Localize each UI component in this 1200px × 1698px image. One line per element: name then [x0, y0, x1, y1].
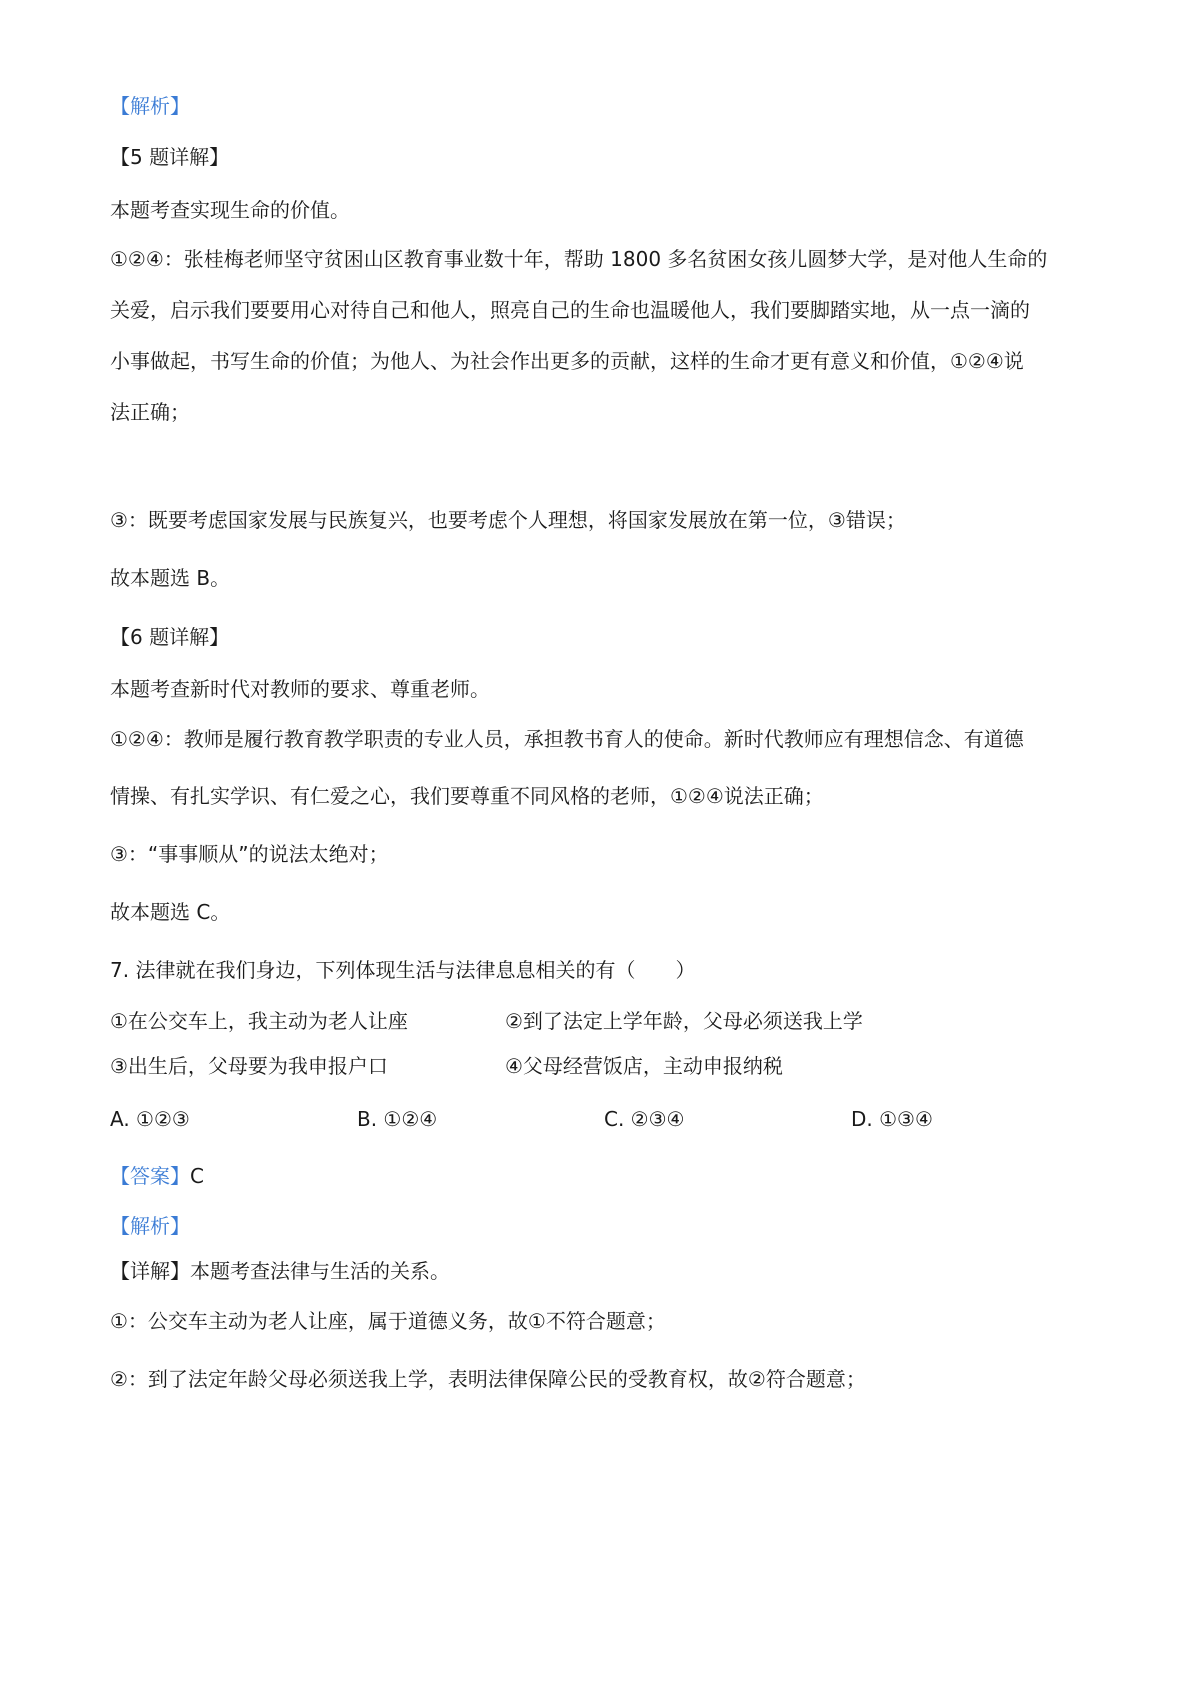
answer-value: C	[190, 1164, 204, 1188]
q5-explanation-line-3: 小事做起，书写生命的价值；为他人、为社会作出更多的贡献，这样的生命才更有意义和价值，①②④说	[110, 349, 1024, 373]
q7-detail: 【详解】本题考查法律与生活的关系。	[110, 1259, 450, 1283]
q5-explanation-line-2: 关爱，启示我们要要用心对待自己和他人，照亮自己的生命也温暖他人，我们要脚踏实地，从一点一滴的	[110, 298, 1030, 322]
q6-explanation-line-1: ①②④：教师是履行教育教学职责的专业人员，承担教书育人的使命。新时代教师应有理想信念、有道德	[110, 727, 1024, 751]
q7-choice-a: A. ①②③	[110, 1107, 190, 1131]
q7-explanation-2: ②：到了法定年龄父母必须送我上学，表明法律保障公民的受教育权，故②符合题意；	[110, 1367, 866, 1391]
q7-answer-line	[110, 1162, 1100, 1190]
q5-header: 【5 题详解】	[110, 145, 230, 169]
q7-item-2: ②到了法定上学年龄，父母必须送我上学	[505, 1009, 863, 1033]
q7-explanation-1: ①：公交车主动为老人让座，属于道德义务，故①不符合题意；	[110, 1309, 666, 1333]
q5-answer: 故本题选 B。	[110, 566, 231, 590]
q7-analysis-label: 【解析】	[110, 1214, 190, 1238]
q6-answer: 故本题选 C。	[110, 900, 231, 924]
q7-item-1: ①在公交车上，我主动为老人让座	[110, 1009, 408, 1033]
analysis-label: 【解析】	[110, 94, 190, 118]
q7-item-3: ③出生后，父母要为我申报户口	[110, 1054, 388, 1078]
q6-intro: 本题考查新时代对教师的要求、尊重老师。	[110, 677, 490, 701]
q7-choice-b: B. ①②④	[357, 1107, 438, 1131]
answer-label: 【答案】	[110, 1164, 190, 1188]
q5-explanation-item-3: ③：既要考虑国家发展与民族复兴，也要考虑个人理想，将国家发展放在第一位，③错误；	[110, 508, 906, 532]
q7-choice-c: C. ②③④	[604, 1107, 685, 1131]
q5-explanation-line-1: ①②④：张桂梅老师坚守贫困山区教育事业数十年，帮助 1800 多名贫困女孩儿圆梦大学，是对他人生命的	[110, 247, 1048, 271]
q7-item-4: ④父母经营饭店，主动申报纳税	[505, 1054, 783, 1078]
q5-explanation-line-4: 法正确；	[110, 400, 190, 424]
q5-intro: 本题考查实现生命的价值。	[110, 198, 350, 222]
q7-choice-d: D. ①③④	[851, 1107, 933, 1131]
q6-explanation-item-3: ③：“事事顺从”的说法太绝对；	[110, 842, 389, 866]
q7-stem: 7. 法律就在我们身边，下列体现生活与法律息息相关的有（ ）	[110, 958, 696, 982]
q6-header: 【6 题详解】	[110, 625, 230, 649]
q6-explanation-line-2: 情操、有扎实学识、有仁爱之心，我们要尊重不同风格的老师，①②④说法正确；	[110, 784, 824, 808]
